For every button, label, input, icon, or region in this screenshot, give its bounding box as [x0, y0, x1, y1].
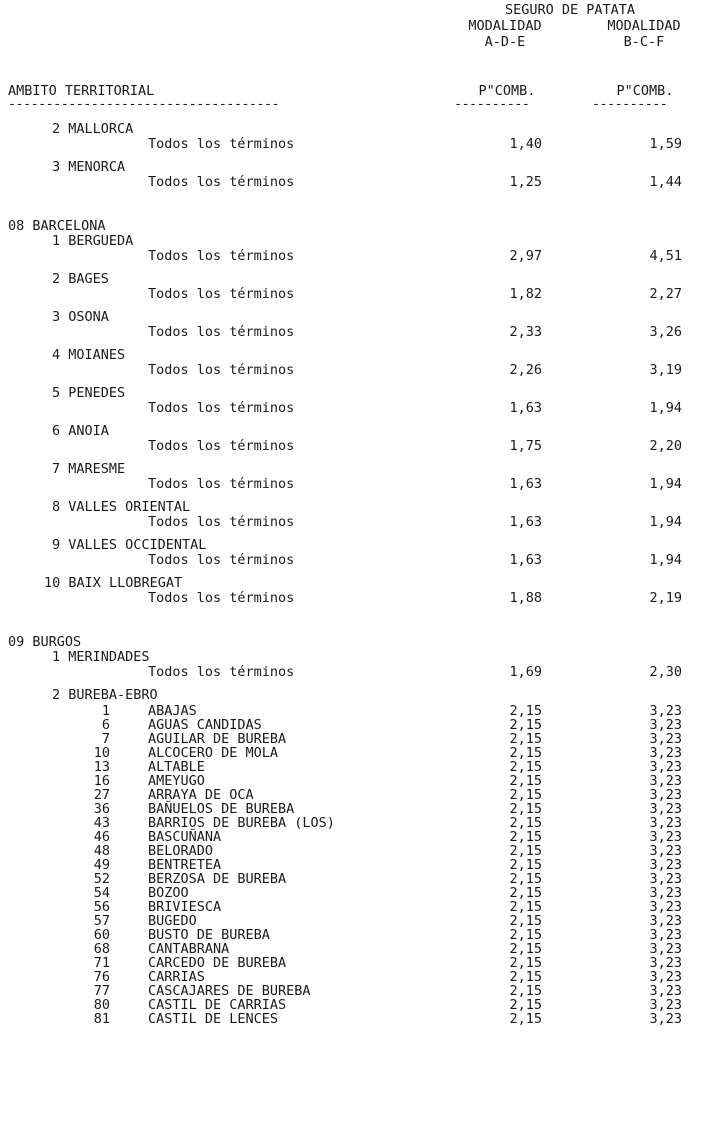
todos-los-terminos-label: Todos los términos	[148, 514, 295, 530]
value-col2: 3,19	[649, 362, 682, 378]
value-col2: 3,23	[649, 703, 682, 719]
value-col1: 2,26	[509, 362, 542, 378]
term-number: 6	[101, 717, 110, 733]
term-name: BUGEDO	[148, 913, 197, 929]
todos-los-terminos-label: Todos los términos	[148, 476, 295, 492]
todos-los-terminos-label: Todos los términos	[148, 438, 295, 454]
value-col1: 1,63	[509, 514, 542, 530]
value-col1: 2,33	[509, 324, 542, 340]
term-name: CANTABRANA	[148, 941, 230, 957]
value-col2: 3,23	[649, 843, 682, 859]
term-name: ALTABLE	[148, 759, 205, 775]
comarca-heading: 2 MALLORCA	[52, 121, 134, 137]
term-number: 57	[93, 913, 110, 929]
term-name: CARRIAS	[148, 969, 205, 985]
comarca-heading: 1 BERGUEDA	[52, 233, 134, 249]
term-number: 76	[93, 969, 110, 985]
value-col1: 2,15	[509, 745, 542, 761]
value-col2: 3,23	[649, 983, 682, 999]
value-col1: 1,25	[509, 174, 542, 190]
term-number: 46	[93, 829, 110, 845]
value-col1: 2,15	[509, 703, 542, 719]
value-col2: 2,20	[649, 438, 682, 454]
value-col1: 2,15	[509, 843, 542, 859]
value-col1: 1,88	[509, 590, 542, 606]
value-col1: 2,15	[509, 731, 542, 747]
value-col2: 3,23	[649, 885, 682, 901]
value-col2: 3,23	[649, 801, 682, 817]
value-col2: 2,19	[649, 590, 682, 606]
value-col1: 1,63	[509, 400, 542, 416]
value-col2: 1,94	[649, 400, 682, 416]
value-col1: 2,15	[509, 857, 542, 873]
todos-los-terminos-label: Todos los términos	[148, 248, 295, 264]
term-number: 56	[93, 899, 110, 915]
value-col2: 3,23	[649, 815, 682, 831]
col2-modalidad: MODALIDAD	[607, 18, 681, 34]
value-col1: 2,15	[509, 829, 542, 845]
value-col2: 3,23	[649, 1011, 682, 1027]
value-col2: 4,51	[649, 248, 682, 264]
term-number: 13	[93, 759, 110, 775]
value-col2: 3,23	[649, 899, 682, 915]
value-col1: 1,75	[509, 438, 542, 454]
value-col2: 3,23	[649, 829, 682, 845]
value-col1: 2,15	[509, 759, 542, 775]
term-name: BELORADO	[148, 843, 214, 859]
comarca-heading: 4 MOIANES	[52, 347, 126, 363]
value-col1: 1,63	[509, 552, 542, 568]
term-name: ABAJAS	[148, 703, 197, 719]
term-number: 60	[93, 927, 110, 943]
term-name: CASTIL DE CARRIAS	[148, 997, 287, 1013]
comarca-heading: 2 BUREBA-EBRO	[52, 687, 158, 703]
term-number: 43	[93, 815, 110, 831]
value-col2: 3,23	[649, 787, 682, 803]
value-col1: 2,15	[509, 955, 542, 971]
value-col1: 1,40	[509, 136, 542, 152]
term-name: BASCUÑANA	[148, 829, 222, 845]
value-col1: 2,15	[509, 787, 542, 803]
todos-los-terminos-label: Todos los términos	[148, 324, 295, 340]
value-col2: 3,23	[649, 731, 682, 747]
header-rule-left: ------------------------------------	[8, 96, 279, 112]
value-col2: 3,23	[649, 955, 682, 971]
ambito-territorial-label: AMBITO TERRITORIAL	[8, 83, 155, 99]
term-number: 27	[93, 787, 110, 803]
value-col1: 1,69	[509, 664, 542, 680]
term-number: 54	[93, 885, 110, 901]
value-col1: 2,15	[509, 941, 542, 957]
value-col2: 2,30	[649, 664, 682, 680]
comarca-heading: 8 VALLES ORIENTAL	[52, 499, 191, 515]
comarca-heading: 7 MARESME	[52, 461, 126, 477]
value-col1: 2,97	[509, 248, 542, 264]
term-name: CARCEDO DE BUREBA	[148, 955, 287, 971]
term-name: AMEYUGO	[148, 773, 205, 789]
comarca-heading: 1 MERINDADES	[52, 649, 150, 665]
term-number: 36	[93, 801, 110, 817]
todos-los-terminos-label: Todos los términos	[148, 362, 295, 378]
term-number: 52	[93, 871, 110, 887]
value-col2: 3,23	[649, 759, 682, 775]
comarca-heading: 10 BAIX LLOBREGAT	[44, 575, 183, 591]
todos-los-terminos-label: Todos los términos	[148, 552, 295, 568]
todos-los-terminos-label: Todos los términos	[148, 400, 295, 416]
todos-los-terminos-label: Todos los términos	[148, 664, 295, 680]
value-col1: 2,15	[509, 927, 542, 943]
comarca-heading: 3 OSONA	[52, 309, 109, 325]
term-number: 10	[93, 745, 110, 761]
value-col2: 3,23	[649, 857, 682, 873]
term-name: BRIVIESCA	[148, 899, 222, 915]
col1-modalidad: MODALIDAD	[468, 18, 542, 34]
term-number: 77	[93, 983, 110, 999]
col2-letters: B-C-F	[623, 34, 665, 50]
value-col1: 1,82	[509, 286, 542, 302]
term-name: AGUAS CANDIDAS	[148, 717, 262, 733]
value-col1: 2,15	[509, 997, 542, 1013]
term-number: 80	[93, 997, 110, 1013]
value-col1: 1,63	[509, 476, 542, 492]
value-col1: 2,15	[509, 899, 542, 915]
term-name: AGUILAR DE BUREBA	[148, 731, 287, 747]
value-col2: 3,23	[649, 997, 682, 1013]
value-col2: 3,23	[649, 969, 682, 985]
value-col2: 1,59	[649, 136, 682, 152]
todos-los-terminos-label: Todos los términos	[148, 136, 295, 152]
value-col1: 2,15	[509, 1011, 542, 1027]
value-col1: 2,15	[509, 871, 542, 887]
term-name: BENTRETEA	[148, 857, 222, 873]
term-name: BARRIOS DE BUREBA (LOS)	[148, 815, 335, 831]
value-col1: 2,15	[509, 773, 542, 789]
value-col1: 2,15	[509, 913, 542, 929]
value-col1: 2,15	[509, 815, 542, 831]
value-col1: 2,15	[509, 969, 542, 985]
header-rule-col1: ----------	[454, 96, 530, 112]
value-col1: 2,15	[509, 885, 542, 901]
term-number: 48	[93, 843, 110, 859]
value-col2: 3,23	[649, 927, 682, 943]
value-col2: 3,23	[649, 745, 682, 761]
value-col2: 1,94	[649, 552, 682, 568]
term-name: CASCAJARES DE BUREBA	[148, 983, 311, 999]
value-col2: 1,94	[649, 514, 682, 530]
comarca-heading: 2 BAGES	[52, 271, 109, 287]
value-col2: 3,26	[649, 324, 682, 340]
term-name: BOZOO	[148, 885, 189, 901]
col2-pcomb-label: P"COMB.	[616, 83, 674, 99]
province-heading: 08 BARCELONA	[8, 218, 106, 234]
province-heading: 09 BURGOS	[8, 634, 82, 650]
header-rule-col2: ----------	[592, 96, 668, 112]
value-col2: 3,23	[649, 913, 682, 929]
todos-los-terminos-label: Todos los términos	[148, 590, 295, 606]
value-col2: 2,27	[649, 286, 682, 302]
seguro-title: SEGURO DE PATATA	[504, 2, 636, 18]
value-col2: 3,23	[649, 871, 682, 887]
col1-letters: A-D-E	[484, 34, 526, 50]
comarca-heading: 3 MENORCA	[52, 159, 126, 175]
term-number: 1	[101, 703, 110, 719]
term-name: ARRAYA DE OCA	[148, 787, 254, 803]
value-col2: 1,44	[649, 174, 682, 190]
term-name: BUSTO DE BUREBA	[148, 927, 270, 943]
value-col1: 2,15	[509, 801, 542, 817]
value-col1: 2,15	[509, 983, 542, 999]
term-number: 7	[101, 731, 110, 747]
comarca-heading: 9 VALLES OCCIDENTAL	[52, 537, 207, 553]
todos-los-terminos-label: Todos los términos	[148, 174, 295, 190]
col1-pcomb-label: P"COMB.	[478, 83, 536, 99]
term-name: CASTIL DE LENCES	[148, 1011, 279, 1027]
comarca-heading: 6 ANOIA	[52, 423, 109, 439]
term-name: BAÑUELOS DE BUREBA	[148, 801, 295, 817]
term-number: 68	[93, 941, 110, 957]
value-col2: 3,23	[649, 941, 682, 957]
term-number: 16	[93, 773, 110, 789]
value-col1: 2,15	[509, 717, 542, 733]
term-number: 71	[93, 955, 110, 971]
comarca-heading: 5 PENEDES	[52, 385, 126, 401]
term-name: BERZOSA DE BUREBA	[148, 871, 287, 887]
term-number: 49	[93, 857, 110, 873]
term-name: ALCOCERO DE MOLA	[148, 745, 279, 761]
value-col2: 3,23	[649, 773, 682, 789]
value-col2: 1,94	[649, 476, 682, 492]
todos-los-terminos-label: Todos los términos	[148, 286, 295, 302]
term-number: 81	[93, 1011, 110, 1027]
value-col2: 3,23	[649, 717, 682, 733]
